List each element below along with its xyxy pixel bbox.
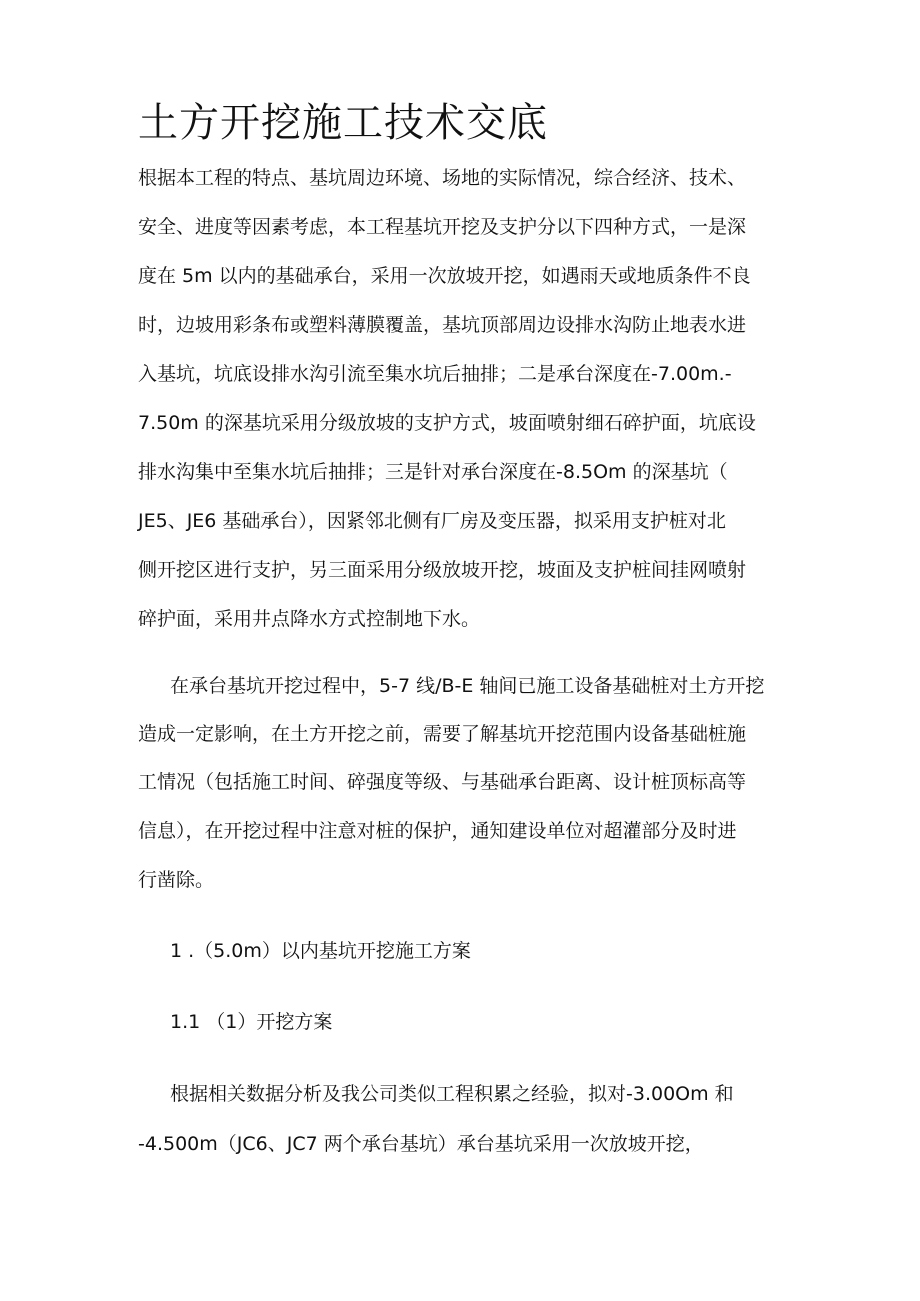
paragraph-1-line-8: JE5、JE6 基础承台），因紧邻北侧有厂房及变压器，拟采用支护桩对北 bbox=[138, 510, 726, 532]
paragraph-1-line-9: 侧开挖区进行支护，另三面采用分级放坡开挖，坡面及支护桩间挂网喷射 bbox=[138, 559, 747, 581]
paragraph-1-line-1: 根据本工程的特点、基坑周边环境、场地的实际情况，综合经济、技术、 bbox=[138, 167, 747, 189]
paragraph-2-line-4: 信息），在开挖过程中注意对桩的保护，通知建设单位对超灌部分及时进 bbox=[138, 820, 737, 842]
section-heading-1-1: 1.1 （1）开挖方案 bbox=[170, 1011, 333, 1033]
paragraph-1-line-3: 度在 5m 以内的基础承台，采用一次放坡开挖，如遇雨天或地质条件不良 bbox=[138, 265, 751, 287]
paragraph-2-line-5: 行凿除。 bbox=[138, 869, 215, 891]
paragraph-1-line-7: 排水沟集中至集水坑后抽排；三是针对承台深度在-8.5Om 的深基坑（ bbox=[138, 461, 728, 483]
paragraph-2-line-1: 在承台基坑开挖过程中，5-7 线/B-E 轴间已施工设备基础桩对土方开挖 bbox=[170, 675, 765, 697]
paragraph-2-line-3: 工情况（包括施工时间、碎强度等级、与基础承台距离、设计桩顶标高等 bbox=[138, 771, 747, 793]
paragraph-3-line-1: 根据相关数据分析及我公司类似工程积累之经验，拟对-3.00Om 和 bbox=[170, 1083, 734, 1105]
paragraph-1-line-2: 安全、进度等因素考虑，本工程基坑开挖及支护分以下四种方式，一是深 bbox=[138, 216, 747, 238]
paragraph-3-line-2: -4.500m（JC6、JC7 两个承台基坑）承台基坑采用一次放坡开挖， bbox=[138, 1133, 704, 1155]
section-heading-1: 1 .（5.0m）以内基坑开挖施工方案 bbox=[170, 940, 471, 962]
paragraph-1-line-6: 7.50m 的深基坑采用分级放坡的支护方式，坡面喷射细石碎护面，坑底设 bbox=[138, 412, 756, 434]
paragraph-1-line-4: 时，边坡用彩条布或塑料薄膜覆盖，基坑顶部周边设排水沟防止地表水进 bbox=[138, 314, 747, 336]
document-title: 土方开挖施工技术交底 bbox=[138, 100, 548, 146]
paragraph-1-line-10: 碎护面，采用井点降水方式控制地下水。 bbox=[138, 608, 481, 630]
paragraph-1-line-5: 入基坑，坑底设排水沟引流至集水坑后抽排；二是承台深度在-7.00m.- bbox=[138, 363, 732, 385]
paragraph-2-line-2: 造成一定影响，在土方开挖之前，需要了解基坑开挖范围内设备基础桩施 bbox=[138, 723, 747, 745]
